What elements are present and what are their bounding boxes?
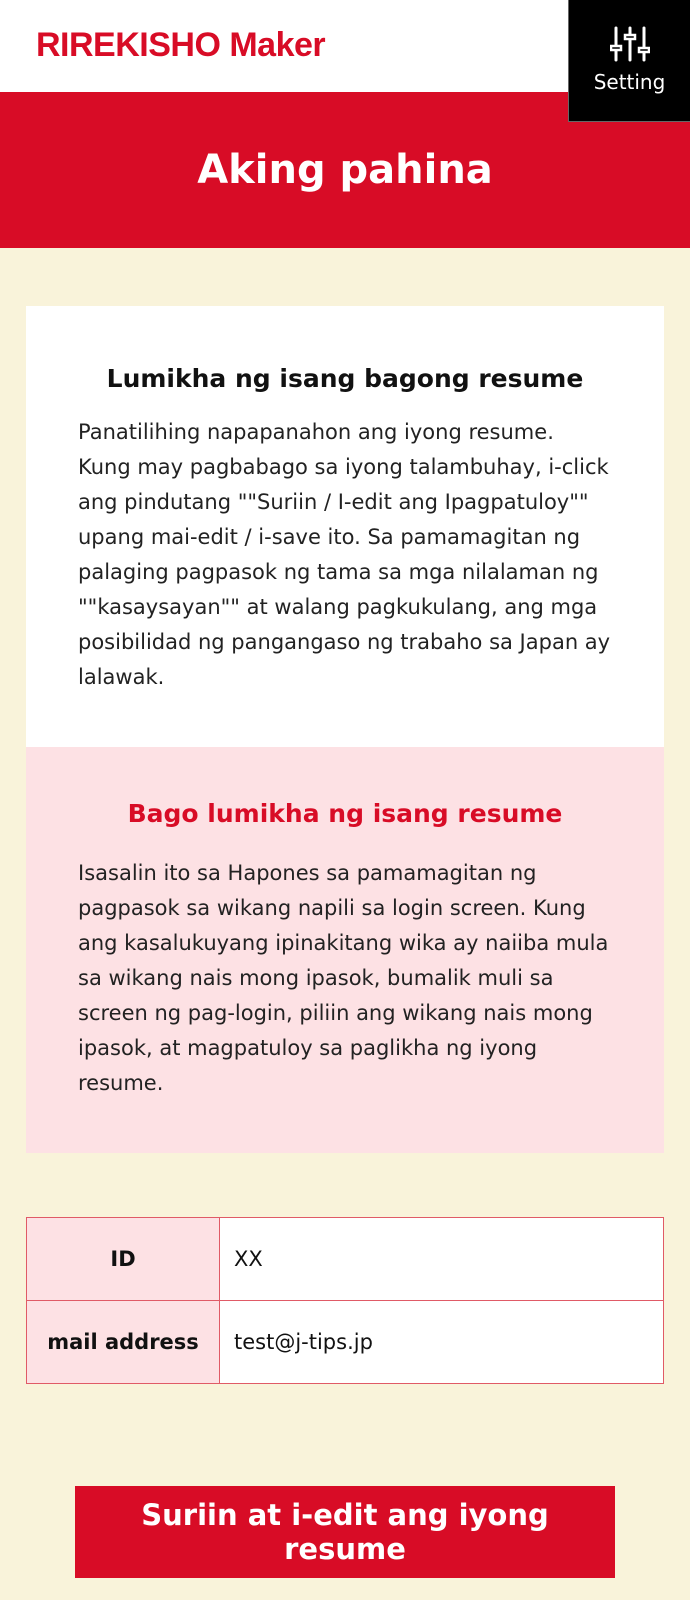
create-resume-card [26,306,664,747]
top-bar [0,0,690,92]
email-label: mail address [27,1301,220,1384]
notice-text: Isasalin ito sa Hapones sa pamamagitan ng pagpasok sa wikang napili sa login screen. Kung ang kasalukuyang ipinakitang wika ay naiiba mula sa wikang nais mong ipasok, bumalik muli sa screen ng pag-login, piliin ang wikang nais mong ipasok, at magpatuloy sa paglikha ng iyong resume. [78,861,609,1095]
create-resume-title: Lumikha ng isang bagong resume [106,364,584,393]
notice-panel [26,747,664,1153]
email-value: test@j-tips.jp [220,1301,664,1384]
id-value: XX [220,1218,664,1301]
table-row [27,1301,664,1384]
edit-resume-button[interactable]: Suriin at i-edit ang iyong resume [75,1486,615,1578]
notice-title: Bago lumikha ng isang resume [127,799,563,828]
setting-label: Setting [593,70,666,94]
table-row [27,1218,664,1301]
setting-button[interactable] [568,0,690,122]
id-label: ID [27,1218,220,1301]
account-info-table [26,1217,664,1384]
page-title: Aking pahina [197,147,493,193]
sliders-icon [610,26,650,62]
create-resume-text: Panatilihing napapanahon ang iyong resume. Kung may pagbabago sa iyong talambuhay, i-click ang pindutang ""Suriin / I-edit ang Ipagpatuloy"" upang mai-edit / i-save ito. Sa pamamagitan ng palaging pagpasok ng tama sa mga nilalaman ng ""kasaysayan"" at walang pagkukulang, ang mga posibilidad ng pangangaso ng trabaho sa Japan ay lalawak. [78,420,611,689]
brand-logo[interactable]: RIREKISHO Maker [36,26,326,64]
